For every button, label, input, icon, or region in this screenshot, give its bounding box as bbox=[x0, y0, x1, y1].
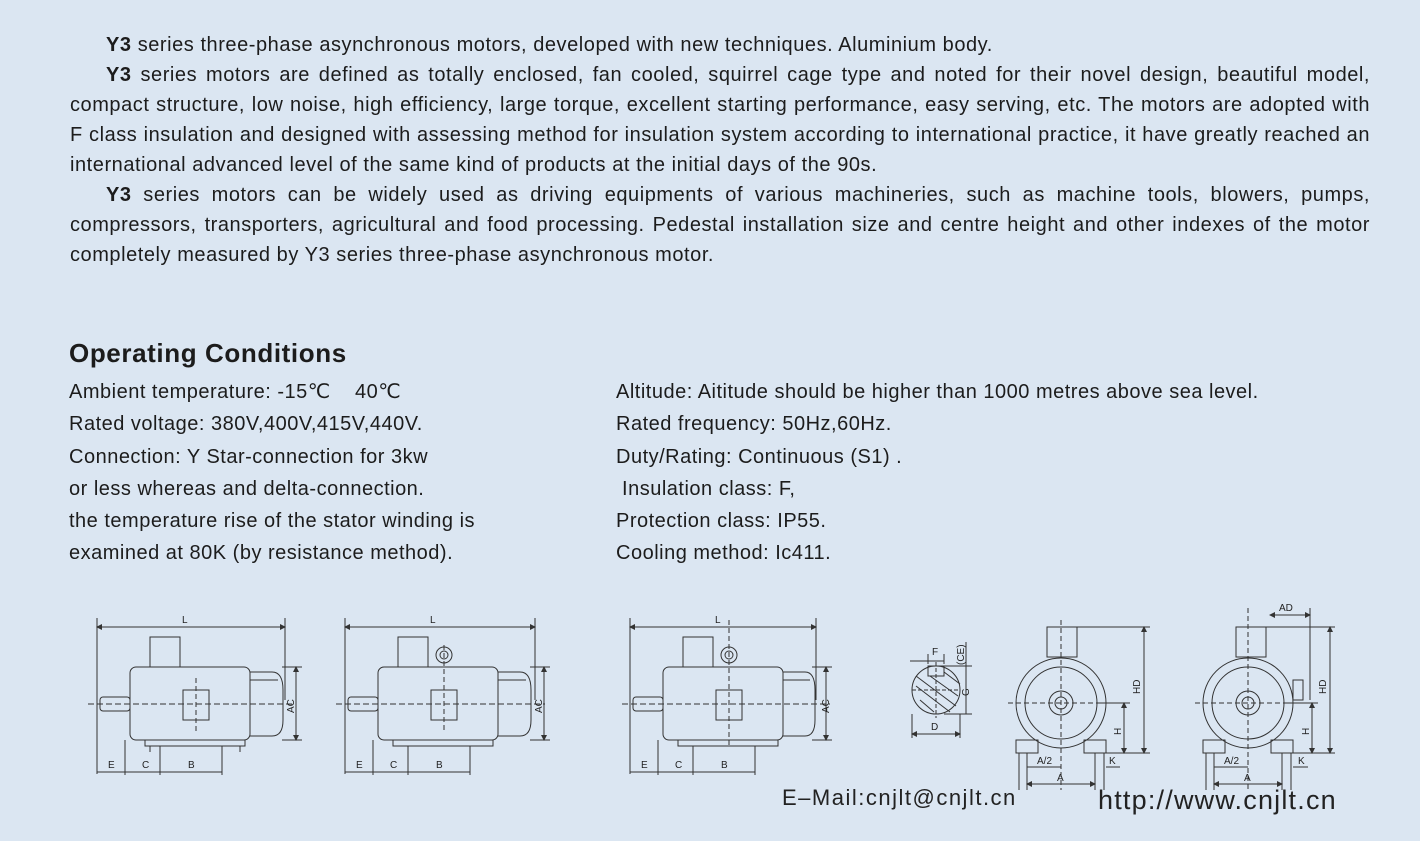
motor-front-view-1 bbox=[1008, 620, 1150, 790]
label-E: E bbox=[641, 760, 648, 771]
condition-line: Protection class: IP55. bbox=[616, 510, 827, 533]
label-E: E bbox=[356, 760, 363, 771]
label-A2: A/2 bbox=[1224, 756, 1240, 767]
motor-front-view-2 bbox=[1195, 603, 1335, 790]
label-E: E bbox=[108, 760, 115, 771]
conditions-left-column bbox=[69, 376, 475, 570]
intro-paragraph-2: Y3 series motors are defined as totally enclosed, fan cooled, squirrel cage type and noted for their novel design, beautiful model, compact structure, low noise, high efficiency, large torque, excellent starting performance, easy serving, etc. The motors are adopted with F class insulation and designed with assessing method for insulation system according to international practice, it have greatly reached an international advanced level of the same kind of products at the initial days of the 90s. bbox=[70, 64, 1371, 176]
condition-line: Duty/Rating: Continuous (S1) . bbox=[616, 445, 903, 468]
label-K: K bbox=[1109, 756, 1116, 767]
label-C: C bbox=[675, 760, 683, 771]
label-HD: HD bbox=[1318, 679, 1329, 694]
dimension-drawings bbox=[0, 590, 1420, 790]
label-AC: AC bbox=[286, 699, 297, 713]
label-CE: (CE) bbox=[956, 644, 967, 665]
label-A: A bbox=[1057, 773, 1064, 784]
label-L: L bbox=[182, 615, 188, 626]
label-A: A bbox=[1244, 773, 1251, 784]
label-AD: AD bbox=[1279, 603, 1293, 614]
brand-label: Y3 bbox=[106, 34, 132, 56]
label-L: L bbox=[715, 615, 721, 626]
motor-side-view-2 bbox=[336, 615, 550, 775]
label-AC: AC bbox=[534, 699, 545, 713]
condition-line: Ambient temperature: -15℃ 40℃ bbox=[69, 381, 402, 403]
label-K: K bbox=[1298, 756, 1305, 767]
intro-paragraph-3: Y3 series motors can be widely used as driving equipments of various machineries, such as machine tools, blowers, pumps, compressors, transporters, agricultural and food processing. Pedestal installation size and centre height and other indexes of the motor completely measured by Y3 series three-phase asynchronous motor. bbox=[70, 184, 1370, 266]
label-A2: A/2 bbox=[1037, 756, 1053, 767]
intro-paragraph-1: Y3 series three-phase asynchronous motors, developed with new techniques. Aluminium body. bbox=[106, 34, 993, 56]
conditions-right-column bbox=[616, 376, 1259, 570]
label-C: C bbox=[142, 760, 150, 771]
condition-line: Connection: Y Star-connection for 3kw bbox=[69, 445, 429, 468]
email-address[interactable]: E–Mail:cnjlt@cnjlt.cn bbox=[782, 785, 1017, 810]
motor-side-view-3 bbox=[622, 615, 832, 775]
condition-line: the temperature rise of the stator winding is bbox=[69, 510, 476, 533]
intro-text bbox=[70, 30, 1370, 270]
label-F: F bbox=[932, 647, 939, 658]
label-H: H bbox=[1113, 727, 1124, 735]
label-D: D bbox=[931, 722, 939, 733]
condition-line: Altitude: Aititude should be higher than 1000 metres above sea level. bbox=[616, 381, 1259, 403]
label-AC: AC bbox=[821, 699, 832, 713]
label-B: B bbox=[188, 760, 195, 771]
condition-line: Rated frequency: 50Hz,60Hz. bbox=[616, 413, 892, 436]
brand-label: Y3 bbox=[106, 184, 132, 206]
operating-conditions-title: Operating Conditions bbox=[69, 338, 347, 368]
website-url[interactable]: http://www.cnjlt.cn bbox=[1098, 785, 1337, 815]
label-B: B bbox=[436, 760, 443, 771]
condition-line: Insulation class: F, bbox=[616, 477, 796, 500]
motor-side-view-1 bbox=[88, 615, 302, 775]
label-L: L bbox=[430, 615, 436, 626]
label-C: C bbox=[390, 760, 398, 771]
label-HD: HD bbox=[1132, 679, 1143, 694]
label-G: G bbox=[961, 688, 972, 696]
condition-line: or less whereas and delta-connection. bbox=[69, 477, 425, 500]
condition-line: examined at 80K (by resistance method). bbox=[69, 542, 454, 565]
shaft-section bbox=[910, 642, 972, 738]
label-H: H bbox=[1301, 727, 1312, 735]
condition-line: Cooling method: Ic411. bbox=[616, 542, 832, 565]
condition-line: Rated voltage: 380V,400V,415V,440V. bbox=[69, 413, 423, 436]
brand-label: Y3 bbox=[106, 64, 132, 86]
label-AB bbox=[1055, 789, 1069, 790]
label-B: B bbox=[721, 760, 728, 771]
